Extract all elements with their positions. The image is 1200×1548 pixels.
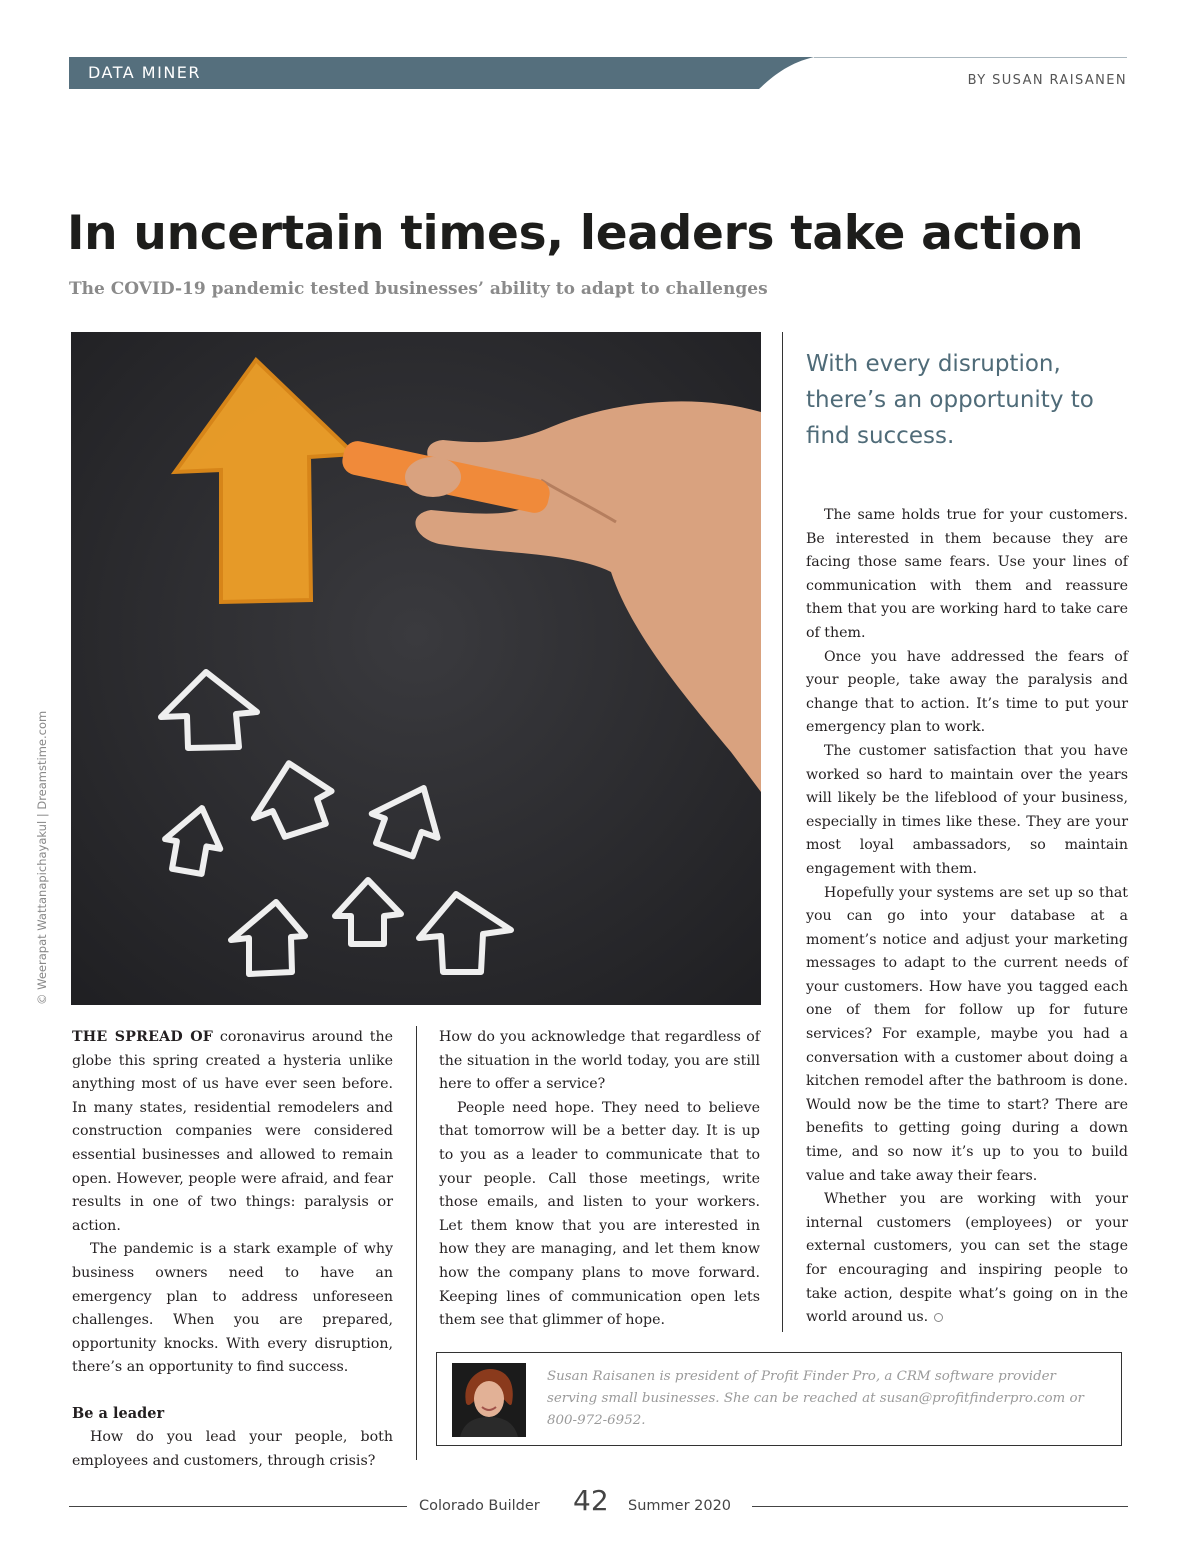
- footer-rule-left: [69, 1506, 407, 1507]
- paragraph: The customer satisfaction that you have worked so hard to maintain over the years will likely be the lifeblood of your business, especially in times like these. They are your most loyal ambassadors, so maintain engagement with them.: [806, 742, 1128, 877]
- end-mark-icon: [934, 1313, 943, 1322]
- footer-issue: Summer 2020: [628, 1498, 732, 1514]
- page-number: 42: [573, 1484, 609, 1517]
- chalk-arrows-illustration: [71, 332, 761, 1005]
- body-column-2: [439, 1026, 760, 1333]
- byline: BY SUSAN RAISANEN: [967, 73, 1127, 88]
- footer-publication: Colorado Builder: [419, 1498, 540, 1514]
- author-bio: Susan Raisanen is president of Profit Finder Pro, a CRM software provider serving small businesses. She can be reached at susan@profitfinderpro.com or 800-972-6952.: [547, 1369, 1084, 1428]
- paragraph: People need hope. They need to believe that tomorrow will be a better day. It is up to you as a leader to communicate that to your people. Call those meetings, write those emails, and listen to your workers. Let them know that you are interested in how they are managing, and let them know how the company plans to move forward. Keeping lines of communication open lets them see that glimmer of hope.: [439, 1099, 760, 1329]
- lead-in: THE SPREAD OF: [72, 1029, 214, 1045]
- author-photo: [452, 1363, 526, 1437]
- paragraph-text: coronavirus around the globe this spring created a hysteria unlike anything most of us have ever seen before. In many states, residential remodelers and construction companies were considered essential businesses and allowed to remain open. However, people were afraid, and fear results in one of two things: paralysis or action.: [72, 1029, 393, 1234]
- footer-rule-right: [752, 1506, 1128, 1507]
- paragraph: How do you acknowledge that regardless of the situation in the world today, you are still here to offer a service?: [439, 1029, 760, 1093]
- paragraph: How do you lead your people, both employees and customers, through crisis?: [72, 1428, 393, 1469]
- photo-credit: © Weerapat Wattanapichayakul | Dreamstime.com: [35, 710, 49, 1005]
- subhead: Be a leader: [72, 1404, 165, 1422]
- column-rule: [416, 1026, 417, 1460]
- column-rule: [782, 332, 783, 1332]
- paragraph: [72, 1026, 393, 1238]
- paragraph: Hopefully your systems are set up so that you can go into your database at a moment’s notice and adjust your marketing messages to adapt to the current needs of your customers. How have you tagged each one of them for follow up for future services? For example, maybe you had a conversation with a customer about doing a kitchen remodel after the bathroom is done. Would now be the time to start? There are benefits to getting going during a down time, and so now it’s up to you to build value and take away their fears.: [806, 884, 1128, 1184]
- body-column-1: [72, 1026, 393, 1473]
- paragraph: [806, 1188, 1128, 1330]
- headline: In uncertain times, leaders take action: [67, 206, 1084, 261]
- pull-quote: With every disruption, there’s an opportunity to find success.: [806, 351, 1094, 449]
- article-photo: [71, 332, 761, 1005]
- deck-subtitle: The COVID-19 pandemic tested businesses’ ability to adapt to challenges: [69, 279, 768, 299]
- author-portrait: [452, 1363, 526, 1437]
- paragraph: Once you have addressed the fears of your people, take away the paralysis and change that to action. It’s time to put your emergency plan to work.: [806, 648, 1128, 736]
- paragraph: The pandemic is a stark example of why business owners need to have an emergency plan to address unforeseen challenges. When you are prepared, opportunity knocks. With every disruption, there’s an opportunity to find success.: [72, 1241, 393, 1376]
- paragraph-text: Whether you are working with your internal customers (employees) or your external customers, you can set the stage for encouraging and inspiring people to take action, despite what’s going on in the world around us.: [806, 1191, 1128, 1326]
- section-label: DATA MINER: [88, 63, 202, 82]
- paragraph: The same holds true for your customers. Be interested in them because they are facing those same fears. Use your lines of communication with them and reassure them that you are working hard to take care of them.: [806, 507, 1128, 641]
- author-bio-box: [436, 1352, 1122, 1446]
- body-column-3: [806, 504, 1128, 1330]
